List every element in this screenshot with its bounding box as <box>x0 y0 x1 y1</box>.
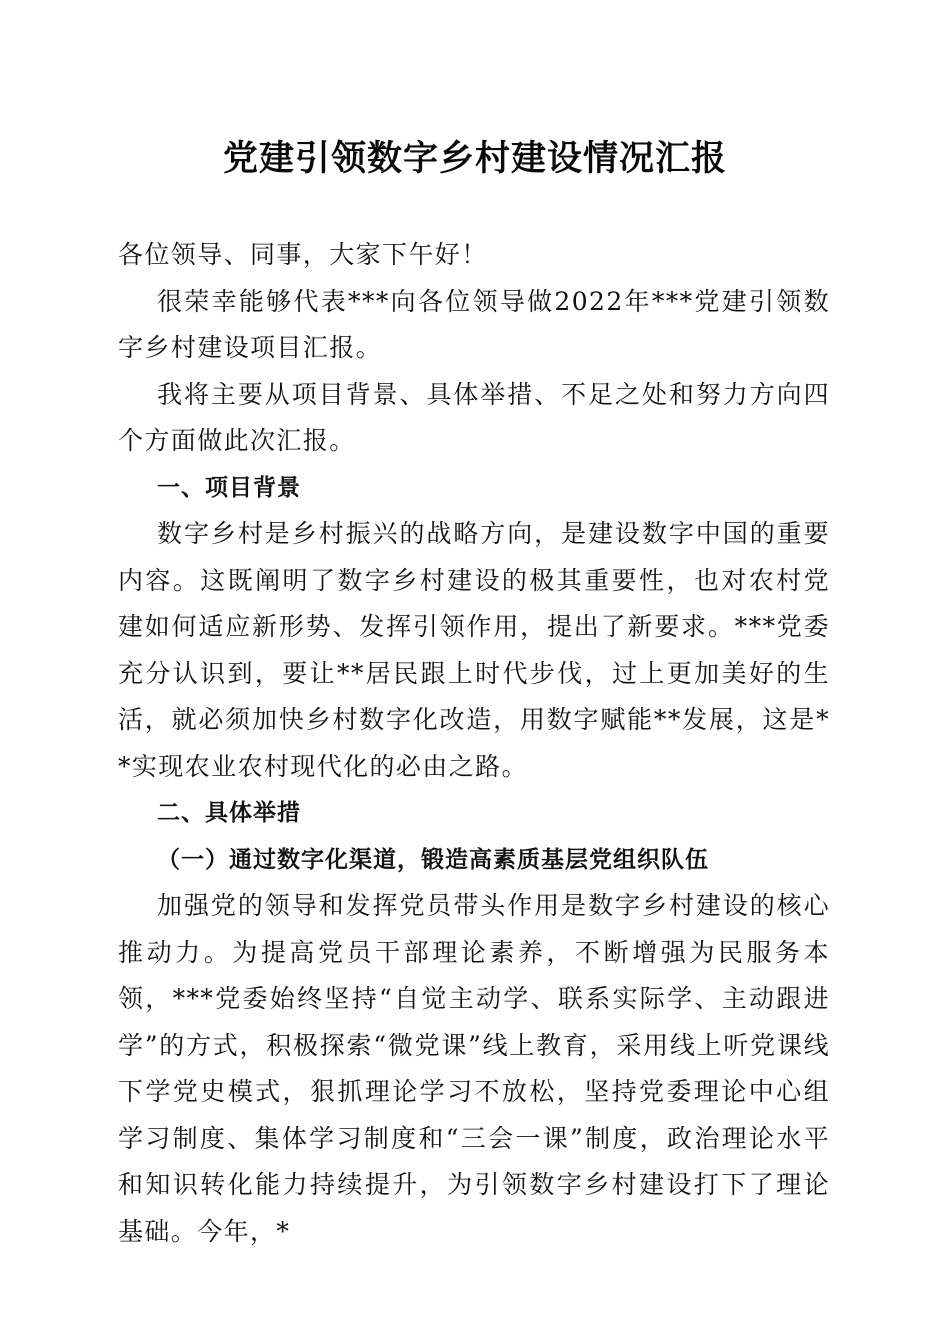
subsection-heading-1: （一）通过数字化渠道，锻造高素质基层党组织队伍 <box>157 845 709 873</box>
document-title: 党建引领数字乡村建设情况汇报 <box>222 138 727 179</box>
greeting-paragraph: 各位领导、同事，大家下午好！ <box>118 240 488 269</box>
measures-paragraph: 加强党的领导和发挥党员带头作用是数字乡村建设的核心推动力。为提高党员干部理论素养，不断增强为民服务本领，***党委始终坚持“自觉主动学、联系实际学、主动跟进学”的方式，积极探索“微党课”线上教育，采用线上听党课线下学党史模式，狠抓理论学习不放松，坚持党委理论中心组学习制度、集体学习制度和“三会一课”制度，政治理论水平和知识转化能力持续提升，为引领数字乡村建设打下了理论基础。今年，* <box>118 891 830 1246</box>
section-heading-background: 一、项目背景 <box>157 474 301 501</box>
intro-paragraph-2: 我将主要从项目背景、具体举措、不足之处和努力方向四个方面做此次汇报。 <box>118 379 830 455</box>
background-paragraph: 数字乡村是乡村振兴的战略方向，是建设数字中国的重要内容。这既阐明了数字乡村建设的极其重要性，也对农村党建如何适应新形势、发挥引领作用，提出了新要求。***党委充分认识到，要让**居民跟上时代步伐，过上更加美好的生活，就必须加快乡村数字化改造，用数字赋能**发展，这是**实现农业农村现代化的必由之路。 <box>118 519 830 781</box>
section-heading-measures: 二、具体举措 <box>157 800 301 826</box>
document-body <box>118 232 830 1255</box>
intro-paragraph-1: 很荣幸能够代表***向各位领导做2022年***党建引领数字乡村建设项目汇报。 <box>118 286 830 362</box>
